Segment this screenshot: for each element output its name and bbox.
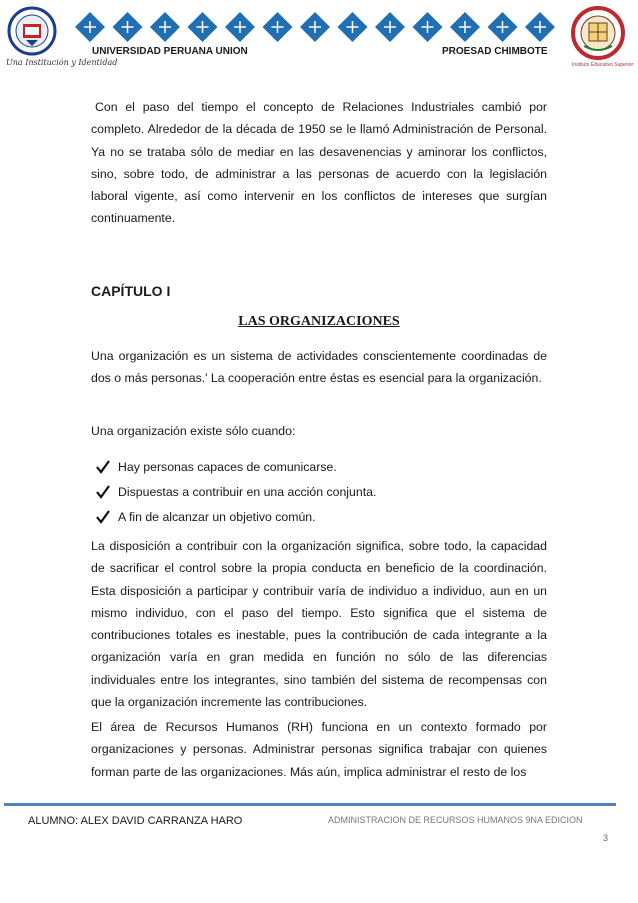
list-item bbox=[96, 504, 376, 529]
institute-seal-logo bbox=[570, 6, 626, 60]
diamond-ornament-icon bbox=[450, 12, 480, 42]
exists-when-paragraph: Una organización existe sólo cuando: bbox=[91, 424, 296, 438]
diamond-ornament-icon bbox=[488, 12, 518, 42]
condition-text: Hay personas capaces de comunicarse. bbox=[118, 459, 337, 474]
page-number: 3 bbox=[603, 833, 609, 843]
header-university: UNIVERSIDAD PERUANA UNION bbox=[92, 46, 248, 57]
checkmark-icon bbox=[96, 510, 110, 524]
diamond-ornament-icon bbox=[300, 12, 330, 42]
motto-text: Una Institución y Identidad bbox=[6, 58, 118, 67]
university-seal-logo bbox=[6, 6, 58, 56]
checkmark-icon bbox=[96, 485, 110, 499]
diamond-ornament-icon bbox=[75, 12, 105, 42]
diamond-ornament-icon bbox=[188, 12, 218, 42]
diamond-ornament-icon bbox=[338, 12, 368, 42]
diamond-ornament-icon bbox=[225, 12, 255, 42]
intro-paragraph: Con el paso del tiempo el concepto de Relaciones Industriales cambió por completo. Alrededor de la década de 1950 se le llamó Administración de Personal. Ya no se trataba sólo de mediar en las desavenencias y aminorar los conflictos, sino, sobre todo, de administrar a las personas de acuerdo con la legislación laboral vigente, así como intervenir en los conflictos de intereses que surgían continuamente. bbox=[91, 100, 547, 226]
decorative-diamond-row bbox=[68, 10, 558, 44]
rh-paragraph: El área de Recursos Humanos (RH) funciona en un contexto formado por organizaciones y personas. Administrar personas significa trabajar con quienes forman parte de las organizaciones. Más aún, implica administrar el resto de los bbox=[91, 720, 547, 779]
conditions-list bbox=[96, 454, 376, 529]
disposition-paragraph: La disposición a contribuir con la organización significa, sobre todo, la capacidad de sacrificar el control sobre la propia conducta en beneficio de la coordinación. Esta disposición a participar y contribuir varía de individuo a individuo, aun en un mismo individuo, con el paso del tiempo. Esto significa que el sistema de contribuciones totales es inestable, pues la contribución de cada integrante a la organización varía en gran medida en función no sólo de las diferencias individuales entre los integrantes, sino también del sistema de recompensas con que la organización incremente las contribuciones. bbox=[91, 539, 547, 710]
footer-student: ALUMNO: ALEX DAVID CARRANZA HARO bbox=[28, 815, 243, 827]
diamond-ornament-icon bbox=[413, 12, 443, 42]
diamond-ornament-icon bbox=[525, 12, 555, 42]
header-program: PROESAD CHIMBOTE bbox=[442, 46, 548, 57]
condition-text: Dispuestas a contribuir en una acción conjunta. bbox=[118, 484, 377, 499]
section-title: LAS ORGANIZACIONES bbox=[238, 314, 400, 329]
diamond-ornament-icon bbox=[150, 12, 180, 42]
footer-divider bbox=[4, 803, 616, 806]
diamond-ornament-icon bbox=[263, 12, 293, 42]
definition-paragraph: Una organización es un sistema de actividades conscientemente coordinadas de dos o más personas.' La cooperación entre éstas es esencial para la organización. bbox=[91, 349, 547, 386]
footer-course: ADMINISTRACION DE RECURSOS HUMANOS 9NA EDICION bbox=[328, 815, 583, 825]
condition-text: A fin de alcanzar un objetivo común. bbox=[118, 509, 316, 524]
diamond-ornament-icon bbox=[113, 12, 143, 42]
diamond-ornament-icon bbox=[375, 12, 405, 42]
chapter-heading: CAPÍTULO I bbox=[91, 283, 171, 299]
list-item bbox=[96, 479, 376, 504]
list-item bbox=[96, 454, 376, 479]
seal-caption: Instituto Educativo Superior bbox=[572, 62, 634, 68]
checkmark-icon bbox=[96, 460, 110, 474]
